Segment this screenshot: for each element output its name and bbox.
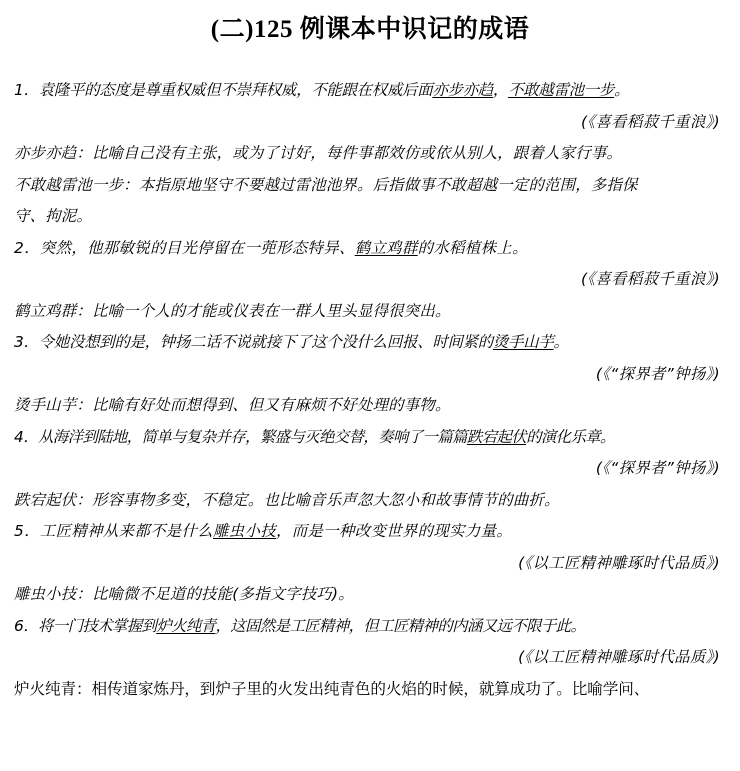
sentence-tail: 。 bbox=[553, 333, 569, 352]
sentence-tail: 的水稻植株上。 bbox=[417, 238, 528, 257]
entry-citation: (《喜看稻菽千重浪》) bbox=[581, 270, 720, 289]
sentence-text: 4．从海洋到陆地，简单与复杂并存，繁盛与灭绝交替，奏响了一篇篇 bbox=[14, 427, 467, 446]
idiom-underlined: 炉火纯青 bbox=[156, 616, 216, 635]
idiom-definition: 不敢越雷池一步：本指原地坚守不要越过雷池池界。后指做事不敢超越一定的范围，多指保 bbox=[14, 175, 638, 194]
sentence-tail: ，而是一种改变世界的现实力量。 bbox=[276, 522, 513, 541]
sentence-punct: ， bbox=[492, 81, 509, 100]
idiom-definition: 跌宕起伏：形容事物多变，不稳定。也比喻音乐声忽大忽小和故事情节的曲折。 bbox=[14, 490, 560, 509]
entry-citation: (《以工匠精神雕琢时代品质》) bbox=[518, 648, 720, 667]
idiom-underlined: 不敢越雷池一步 bbox=[508, 81, 615, 100]
idiom-underlined: 鹤立鸡群 bbox=[354, 238, 418, 257]
page-title: (二)125 例课本中识记的成语 bbox=[210, 16, 530, 43]
entry-sentence bbox=[14, 233, 728, 265]
entry-sentence bbox=[14, 516, 728, 548]
idiom-underlined: 雕虫小技 bbox=[213, 522, 276, 541]
sentence-text: 5．工匠精神从来都不是什么 bbox=[14, 522, 214, 541]
idiom-underlined: 跌宕起伏 bbox=[466, 427, 527, 446]
entry-sentence bbox=[14, 611, 728, 643]
document-body bbox=[0, 75, 740, 705]
idiom-definition: 烫手山芋：比喻有好处而想得到、但又有麻烦不好处理的事物。 bbox=[14, 396, 451, 415]
entry-sentence bbox=[14, 327, 728, 359]
entry-sentence bbox=[14, 75, 728, 107]
idiom-definition: 守、拘泥。 bbox=[14, 207, 92, 226]
sentence-text: 6．将一门技术掌握到 bbox=[14, 616, 157, 635]
idiom-definition: 亦步亦趋：比喻自己没有主张，或为了讨好，每件事都效仿或依从别人，跟着人家行事。 bbox=[14, 144, 623, 163]
entry-citation: (《“探界者”钟扬》) bbox=[595, 459, 720, 478]
sentence-text: 2．突然，他那敏锐的目光停留在一蔸形态特异、 bbox=[14, 238, 355, 257]
idiom-definition: 鹤立鸡群：比喻一个人的才能或仪表在一群人里头显得很突出。 bbox=[14, 301, 451, 320]
sentence-tail: 。 bbox=[614, 81, 630, 100]
sentence-tail: 的演化乐章。 bbox=[526, 427, 615, 446]
entry-citation: (《喜看稻菽千重浪》) bbox=[581, 112, 720, 131]
entry-citation: (《“探界者”钟扬》) bbox=[595, 364, 720, 383]
sentence-tail: ，这固然是工匠精神，但工匠精神的内涵又远不限于此。 bbox=[215, 616, 586, 635]
idiom-definition: 雕虫小技：比喻微不足道的技能(多指文字技巧)。 bbox=[14, 585, 354, 604]
sentence-text: 3．令她没想到的是，钟扬二话不说就接下了这个没什么回报、时间紧的 bbox=[14, 333, 493, 352]
idiom-underlined: 烫手山芋 bbox=[492, 333, 554, 352]
entry-sentence bbox=[14, 422, 728, 454]
idiom-definition: 炉火纯青：相传道家炼丹，到炉子里的火发出纯青色的火焰的时候，就算成功了。比喻学问、 bbox=[14, 679, 650, 698]
sentence-text: 1．袁隆平的态度是尊重权威但不崇拜权威，不能跟在权威后面 bbox=[14, 81, 433, 100]
idiom-underlined: 亦步亦趋 bbox=[432, 81, 493, 100]
entry-citation: (《以工匠精神雕琢时代品质》) bbox=[518, 553, 720, 572]
